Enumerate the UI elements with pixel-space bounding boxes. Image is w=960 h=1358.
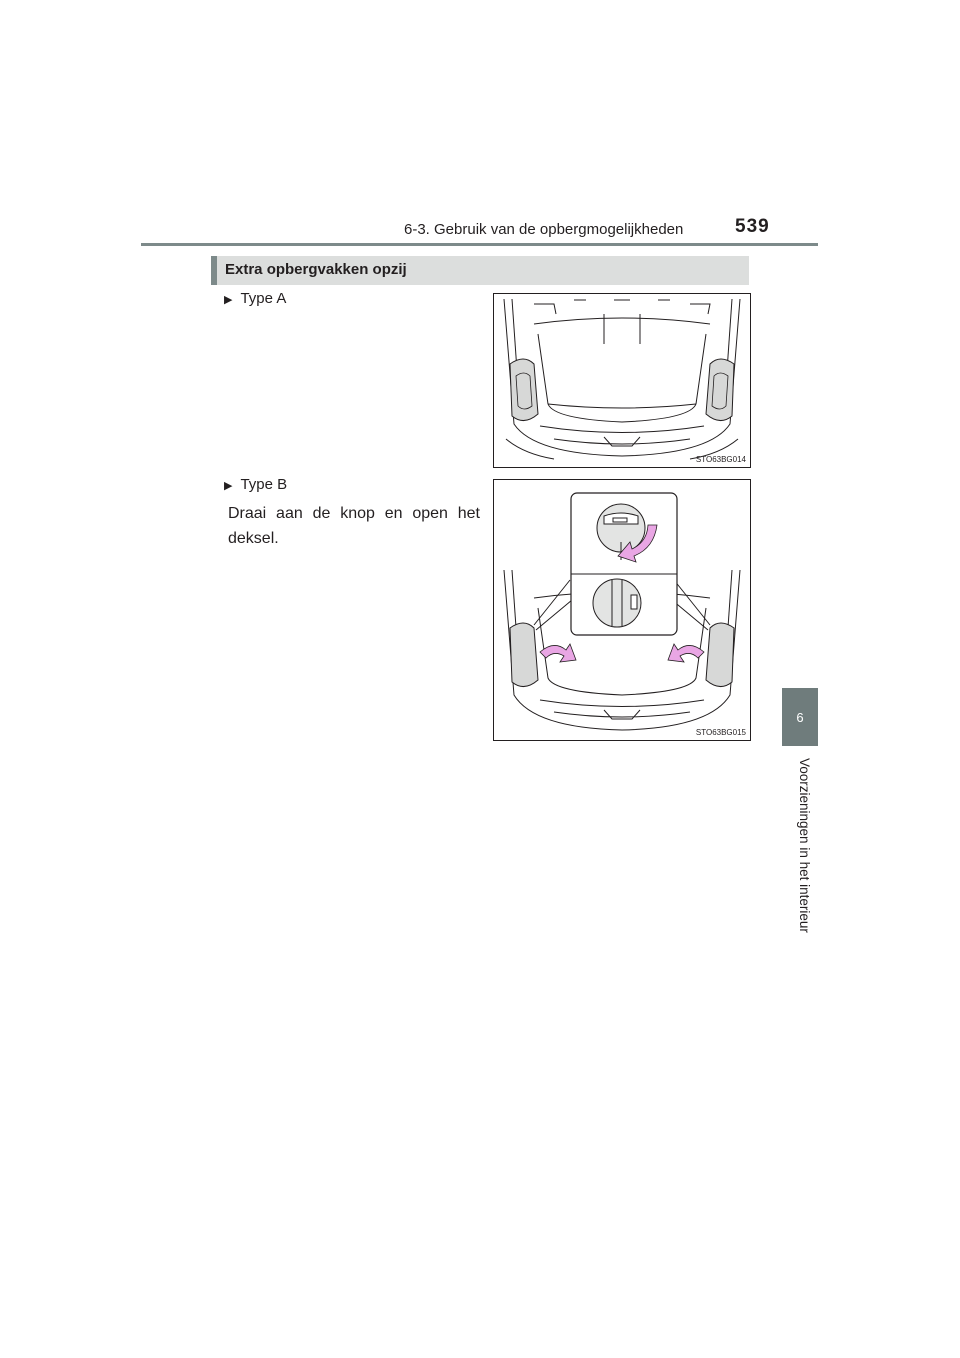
triangle-bullet-icon: ▶ [224,480,233,492]
figure-type-a [493,293,751,468]
section-heading-bar [211,256,217,285]
header-section-title: 6-3. Gebruik van de opbergmogelijkheden [404,221,684,238]
type-b-text: Type B [240,476,288,493]
triangle-bullet-icon: ▶ [224,294,233,306]
type-b-label [224,476,287,493]
header-rule [141,243,818,246]
trunk-illustration-a [494,294,750,467]
chapter-title: Voorzieningen in het interieur [797,758,812,933]
type-a-text: Type A [240,290,287,307]
page-number: 539 [735,216,770,237]
section-heading [211,256,749,285]
type-b-instruction: Draai aan de knop en open het deksel. [228,505,480,547]
type-a-label [224,290,286,307]
figure-type-b [493,479,751,741]
section-heading-text: Extra opbergvakken opzij [225,261,407,278]
figure-code-b: STO63BG015 [695,728,746,737]
chapter-number: 6 [796,709,804,725]
trunk-illustration-b [494,480,750,740]
chapter-tab [782,688,818,746]
figure-code-a: STO63BG014 [695,455,746,464]
